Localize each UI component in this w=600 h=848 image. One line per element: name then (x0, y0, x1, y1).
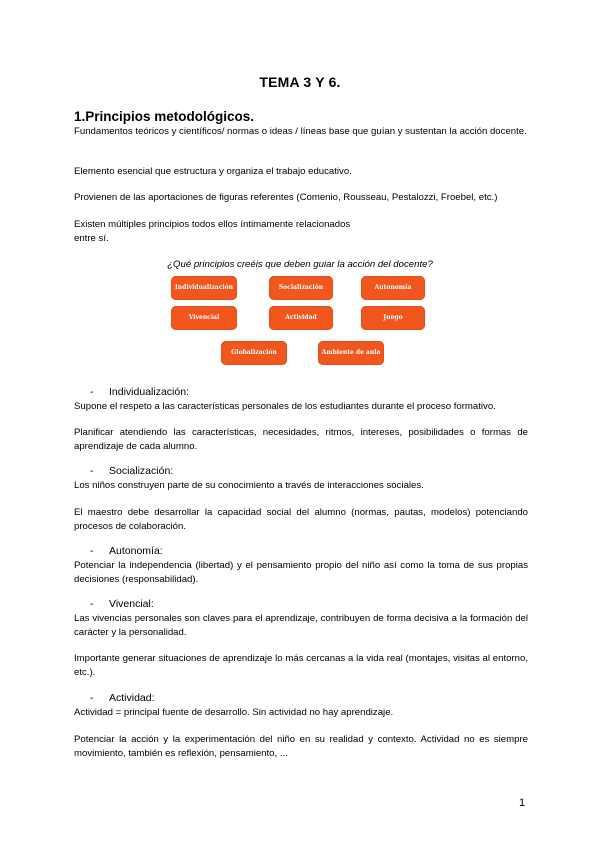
principle-name: Autonomía: (109, 545, 163, 557)
principle-name: Socialización: (109, 465, 174, 477)
principle-paragraph: Las vivencias personales son claves para el aprendizaje, contribuyen de forma decisiva a la formación del carácter y la personalidad. (74, 613, 528, 638)
diagram-box: Autonomía (361, 276, 425, 300)
diagram-box: Juego (361, 306, 425, 330)
principle-heading: - Individualización: (90, 386, 189, 398)
diagram-box: Socialización (269, 276, 333, 300)
intro-paragraph: Fundamentos teóricos y científicos/ normas o ideas / líneas base que guían y sustentan la acción docente. (74, 126, 527, 137)
document-title: TEMA 3 Y 6. (259, 74, 341, 90)
principle-paragraph: El maestro debe desarrollar la capacidad social del alumno (normas, pautas, modelos) potenciando procesos de colaboración. (74, 507, 528, 532)
intro-paragraph: Provienen de las aportaciones de figuras referentes (Comenio, Rousseau, Pestalozzi, Froebel, etc.) (74, 192, 498, 203)
intro-paragraph: Elemento esencial que estructura y organiza el trabajo educativo. (74, 166, 352, 177)
principle-paragraph: Actividad = principal fuente de desarrollo. Sin actividad no hay aprendizaje. (74, 707, 394, 718)
principle-paragraph: Planificar atendiendo las características, necesidades, ritmos, intereses, posibilidades o formas de aprendizaje de cada alumno. (74, 427, 528, 452)
principle-heading: - Actividad: (90, 692, 155, 704)
intro-paragraph: Existen múltiples principios todos ellos íntimamente relacionados entre sí. (74, 219, 351, 244)
diagram-box: Globalización (221, 341, 287, 365)
principle-heading: - Autonomía: (90, 545, 163, 557)
principle-paragraph: Los niños construyen parte de su conocimiento a través de interacciones sociales. (74, 480, 424, 491)
diagram-box: Ambiente de aula (318, 341, 384, 365)
principle-name: Individualización: (109, 386, 189, 398)
principle-paragraph: Importante generar situaciones de aprendizaje lo más cercanas a la vida real (montajes, visitas al entorno, etc.). (74, 653, 528, 678)
principle-paragraph: Supone el respeto a las características personales de los estudiantes durante el proceso formativo. (74, 401, 496, 412)
principle-heading: - Vivencial: (90, 598, 154, 610)
principle-paragraph: Potenciar la acción y la experimentación del niño en su realidad y contexto. Actividad no es siempre movimiento, también es reflexión, pensamiento, ... (74, 734, 528, 759)
diagram-question: ¿Qué principios creéis que deben guiar la acción del docente? (167, 259, 433, 270)
page-number: 1 (519, 797, 526, 809)
principle-name: Actividad: (109, 692, 155, 704)
section-heading: 1.Principios metodológicos. (74, 109, 255, 124)
diagram-box: Vivencial (171, 306, 237, 330)
principle-paragraph: Potenciar la independencia (libertad) y el pensamiento propio del niño así como la toma de sus propias decisiones (responsabilidad). (74, 560, 528, 585)
diagram-box: Actividad (269, 306, 333, 330)
principle-heading: - Socialización: (90, 465, 174, 477)
principle-name: Vivencial: (109, 598, 154, 610)
diagram-box: Individualización (171, 276, 237, 300)
